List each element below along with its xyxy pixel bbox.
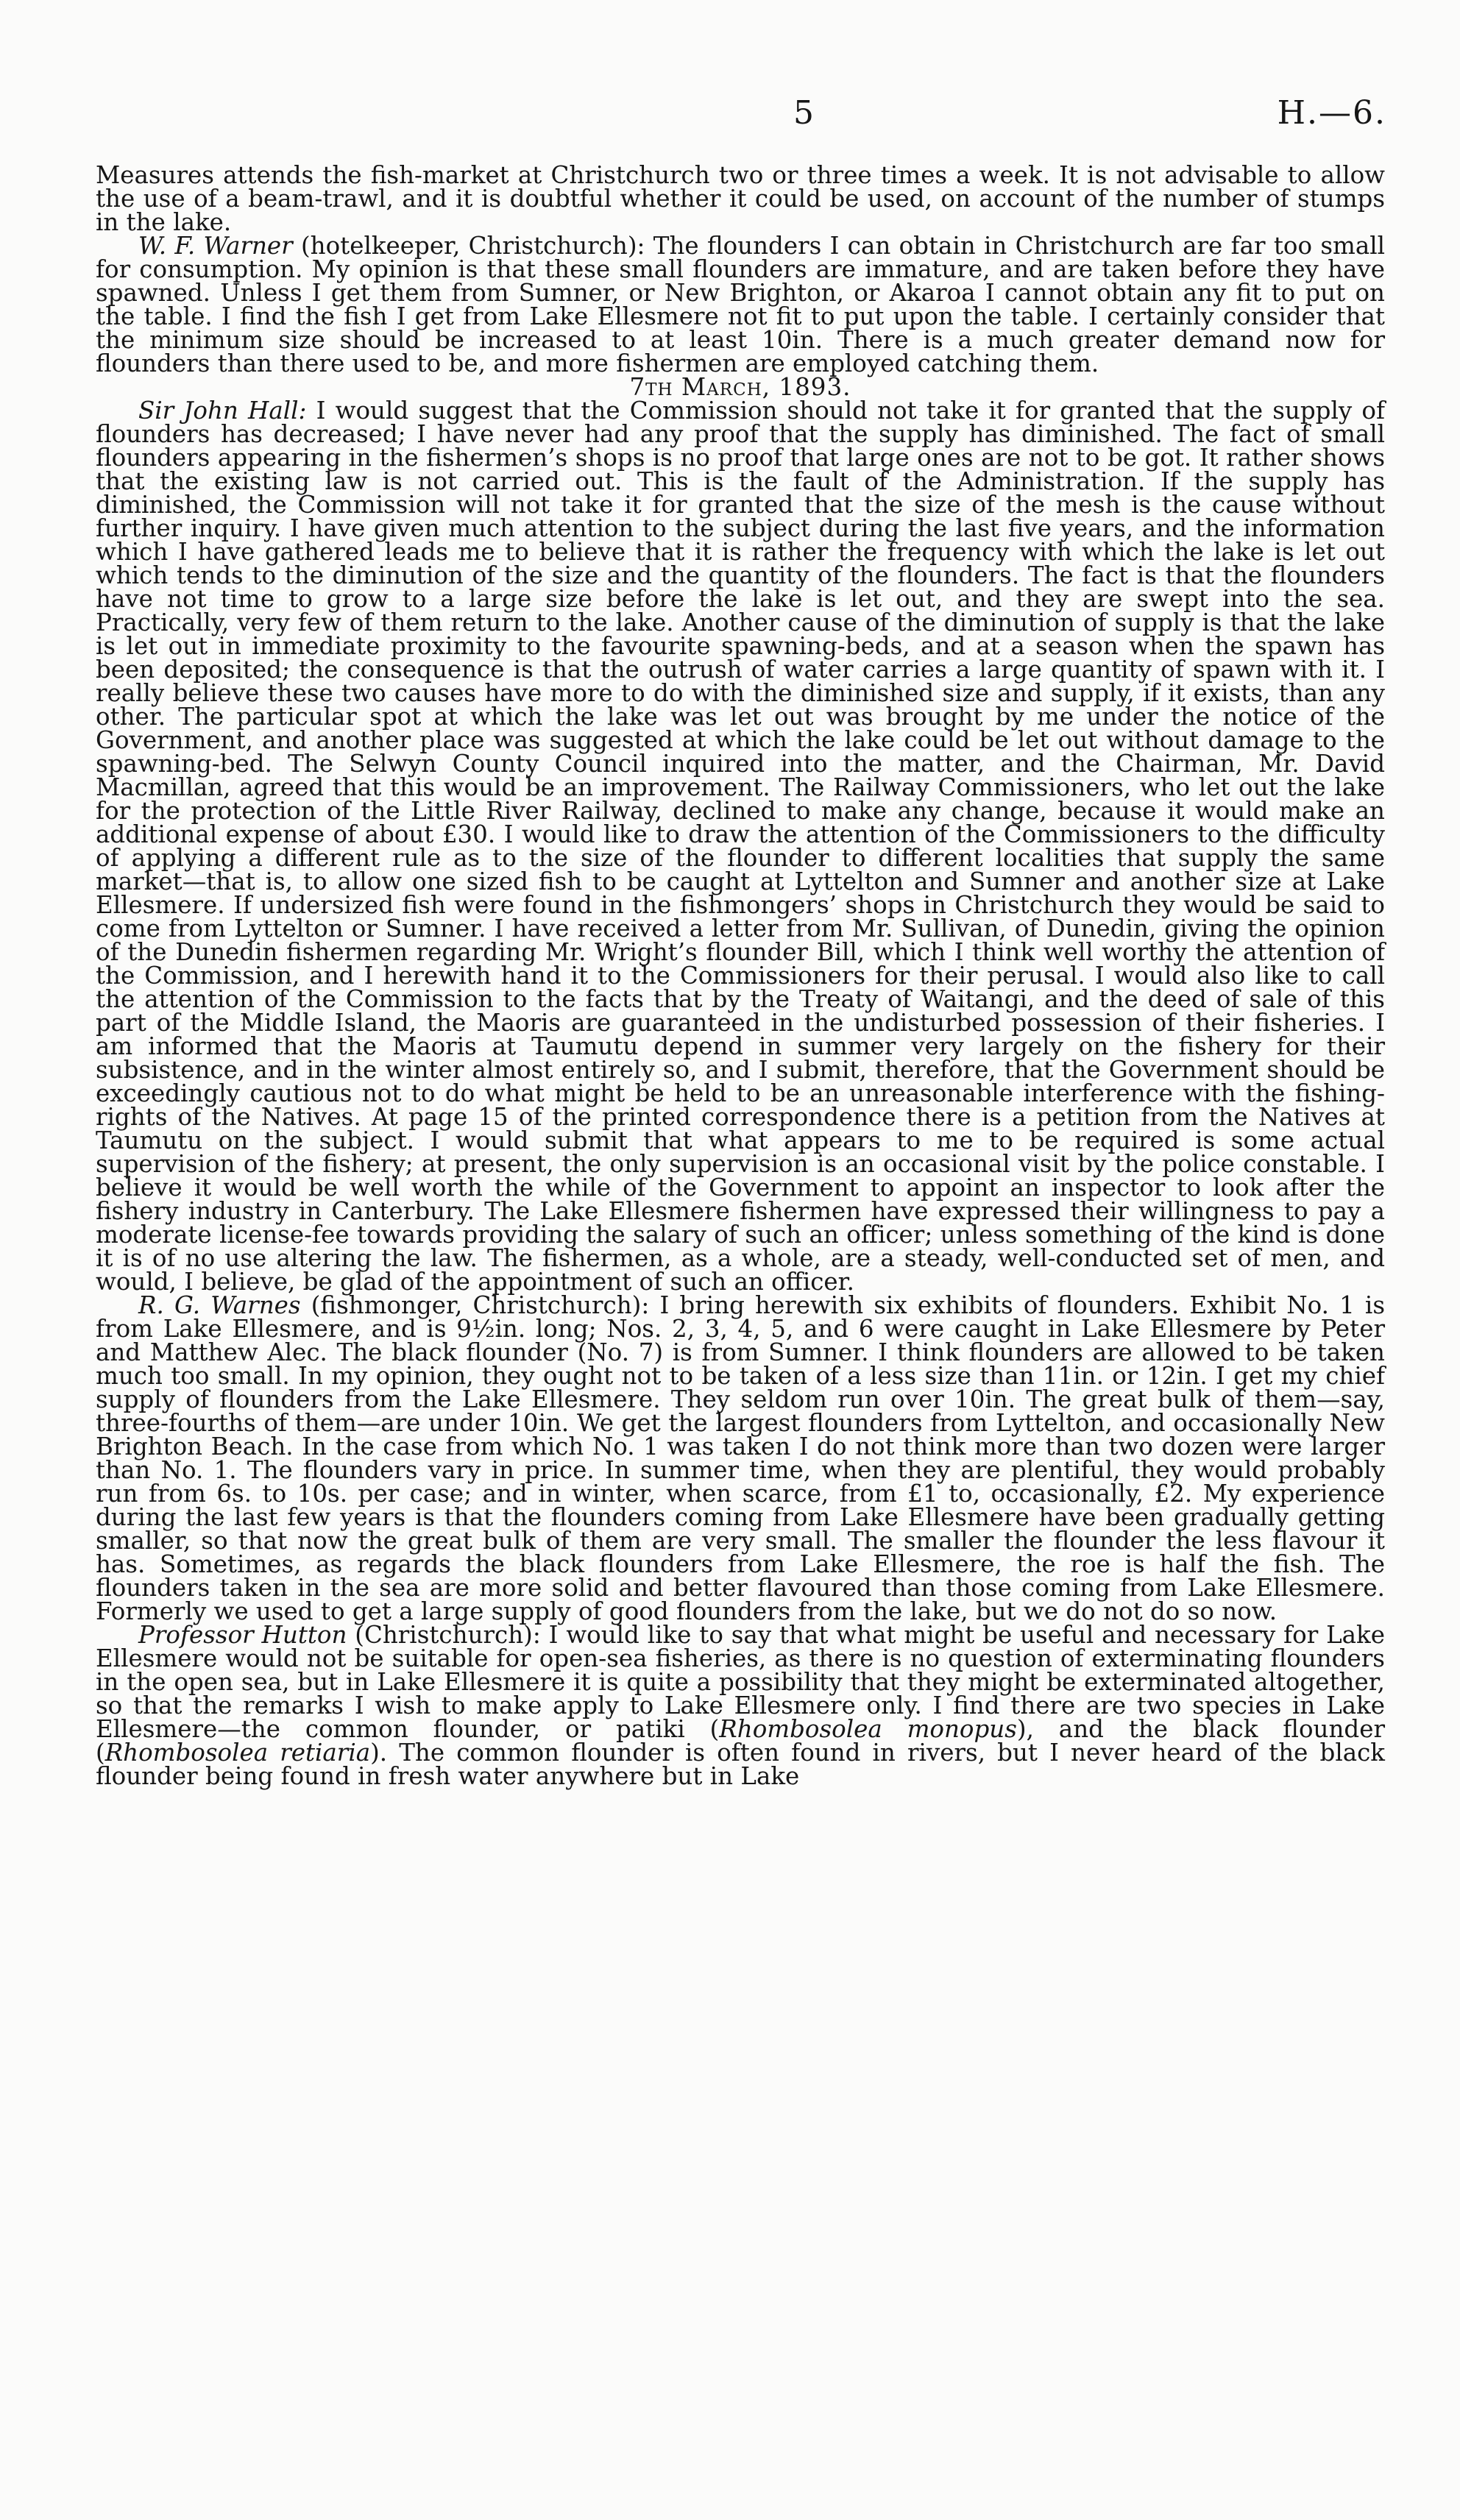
- speaker-name: R. G. Warnes: [138, 1291, 301, 1319]
- testimony-text: (fishmonger, Christchurch): I bring herewith six exhibits of flounders. Exhibit No. 1 is from Lake Ellesmere, and is 9½in. long; Nos. 2, 3, 4, 5, and 6 were caught in Lake Ellesmere by Peter and Matthew Alec. The black flounder (No. 7) is from Sumner. I think flounders are allowed to be taken much too small. In my opinion, they ought not to be taken of a less size than 11in. or 12in. I get my chief supply of flounders from the Lake Ellesmere. They seldom run over 10in. The great bulk of them—say, three-fourths of them—are under 10in. We get the largest flounders from Lyttelton, and occasionally New Brighton Beach. In the case from which No. 1 was taken I do not think more than two dozen were larger than No. 1. The flounders vary in price. In summer time, when they are plentiful, they would probably run from 6s. to 10s. per case; and in winter, when scarce, from £1 to, occasionally, £2. My experience during the last few years is that the flounders coming from Lake Ellesmere have been gradually getting smaller, so that now the great bulk of them are very small. The smaller the flounder the less flavour it has. Sometimes, as regards the black flounders from Lake Ellesmere, the roe is half the fish. The flounders taken in the sea are more solid and better flavoured than those coming from Lake Ellesmere. Formerly we used to get a large supply of good flounders from the lake, but we do not do so now.: [96, 1291, 1385, 1625]
- testimony-text: (Christchurch): I would like to say that what might be useful and necessary for Lake Ellesmere would not be suitable for open-sea fisheries, as there is no question of exterminating flounders in the open sea, but in Lake Ellesmere it is quite a possibility that they might be exterminated altogether, so that the remarks I wish to make apply to Lake Ellesmere only. I find there are two species in Lake Ellesmere—the common flounder, or patiki (: [96, 1621, 1385, 1743]
- testimony-text: (hotelkeeper, Christchurch): The flounders I can obtain in Christchurch are far too small for consumption. My opinion is that these small flounders are immature, and are taken before they have spawned. Unless I get them from Sumner, or New Brighton, or Akaroa I cannot obtain any fit to put on the table. I find the fish I get from Lake Ellesmere not fit to put upon the table. I certainly consider that the minimum size should be increased to at least 10in. There is a much greater demand now for flounders than there used to be, and more fishermen are employed catching them.: [96, 232, 1386, 377]
- testimony-text: ). The common flounder is often found in rivers, but I never heard of the black flounder being found in fresh water anywhere but in Lake: [96, 1739, 1385, 1790]
- paragraph-hutton: [96, 1623, 1385, 1788]
- paragraph-warner: [96, 234, 1385, 375]
- speaker-name: Professor Hutton: [138, 1621, 347, 1649]
- species-name: Rhombosolea retiaria: [104, 1739, 371, 1767]
- testimony-text: ), and the black flounder (: [96, 1715, 1385, 1767]
- page-number: 5: [793, 94, 815, 132]
- speaker-name: Sir John Hall:: [138, 397, 307, 425]
- paragraph-warnes: [96, 1293, 1385, 1623]
- document-body: [96, 163, 1385, 1788]
- paragraph-measures: Measures attends the fish-market at Christchurch two or three times a week. It is not advisable to allow the use of a beam-trawl, and it is doubtful whether it could be used, on account of the number of stumps in the lake.: [96, 161, 1385, 236]
- session-date: 7th March, 1893.: [629, 373, 851, 401]
- speaker-name: W. F. Warner: [138, 232, 293, 260]
- species-name: Rhombosolea monopus: [719, 1715, 1017, 1743]
- testimony-text: I would suggest that the Commission should not take it for granted that the supply of flounders has decreased; I have never had any proof that the supply has diminished. The fact of small flounders appearing in the fishermen’s shops is no proof that large ones are not to be got. It rather shows that the existing law is not carried out. This is the fault of the Administration. If the supply has diminished, the Commission will not take it for granted that the size of the mesh is the cause without further inquiry. I have given much attention to the subject during the last five years, and the information which I have gathered leads me to believe that it is rather the frequency with which the lake is let out which tends to the diminution of the size and the quantity of the flounders. The fact is that the flounders have not time to grow to a large size before the lake is let out, and they are swept into the sea. Practically, very few of them return to the lake. Another cause of the diminution of supply is that the lake is let out in immediate proximity to the favourite spawning-beds, and at a season when the spawn has been deposited; the consequence is that the outrush of water carries a large quantity of spawn with it. I really believe these two causes have more to do with the diminished size and supply, if it exists, than any other. The particular spot at which the lake was let out was brought by me under the notice of the Government, and another place was suggested at which the lake could be let out without damage to the spawning-bed. The Selwyn County Council inquired into the matter, and the Chairman, Mr. David Macmillan, agreed that this would be an improvement. The Railway Commissioners, who let out the lake for the protection of the Little River Railway, declined to make any change, because it would make an additional expense of about £30. I would like to draw the attention of the Commissioners to the difficulty of applying a different rule as to the size of the flounder to different localities that supply the same market—that is, to allow one sized fish to be caught at Lyttelton and Sumner and another size at Lake Ellesmere. If undersized fish were found in the fishmongers’ shops in Christchurch they would be said to come from Lyttelton or Sumner. I have received a letter from Mr. Sullivan, of Dunedin, giving the opinion of the Dunedin fishermen regarding Mr. Wright’s flounder Bill, which I think well worthy the attention of the Commission, and I herewith hand it to the Commissioners for their perusal. I would also like to call the attention of the Commission to the facts that by the Treaty of Waitangi, and the deed of sale of this part of the Middle Island, the Maoris are guaranteed in the undisturbed possession of their fisheries. I am informed that the Maoris at Taumutu depend in summer very largely on the fishery for their subsistence, and in the winter almost entirely so, and I submit, therefore, that the Government should be exceedingly cautious not to do what might be held to be an unreasonable interference with the fishing-rights of the Natives. At page 15 of the printed correspondence there is a petition from the Natives at Taumutu on the subject. I would submit that what appears to me to be required is some actual supervision of the fishery; at present, the only supervision is an occasional visit by the police constable. I believe it would be well worth the while of the Government to appoint an inspector to look after the fishery industry in Canterbury. The Lake Ellesmere fishermen have expressed their willingness to pay a moderate license-fee towards providing the salary of such an officer; unless something of the kind is done it is of no use altering the law. The fishermen, as a whole, are a steady, well-conducted set of men, and would, I believe, be glad of the appointment of such an officer.: [96, 397, 1385, 1296]
- paragraph-hall: [96, 397, 1385, 1296]
- document-reference: H.—6.: [1277, 94, 1386, 132]
- page-header: [96, 94, 1386, 138]
